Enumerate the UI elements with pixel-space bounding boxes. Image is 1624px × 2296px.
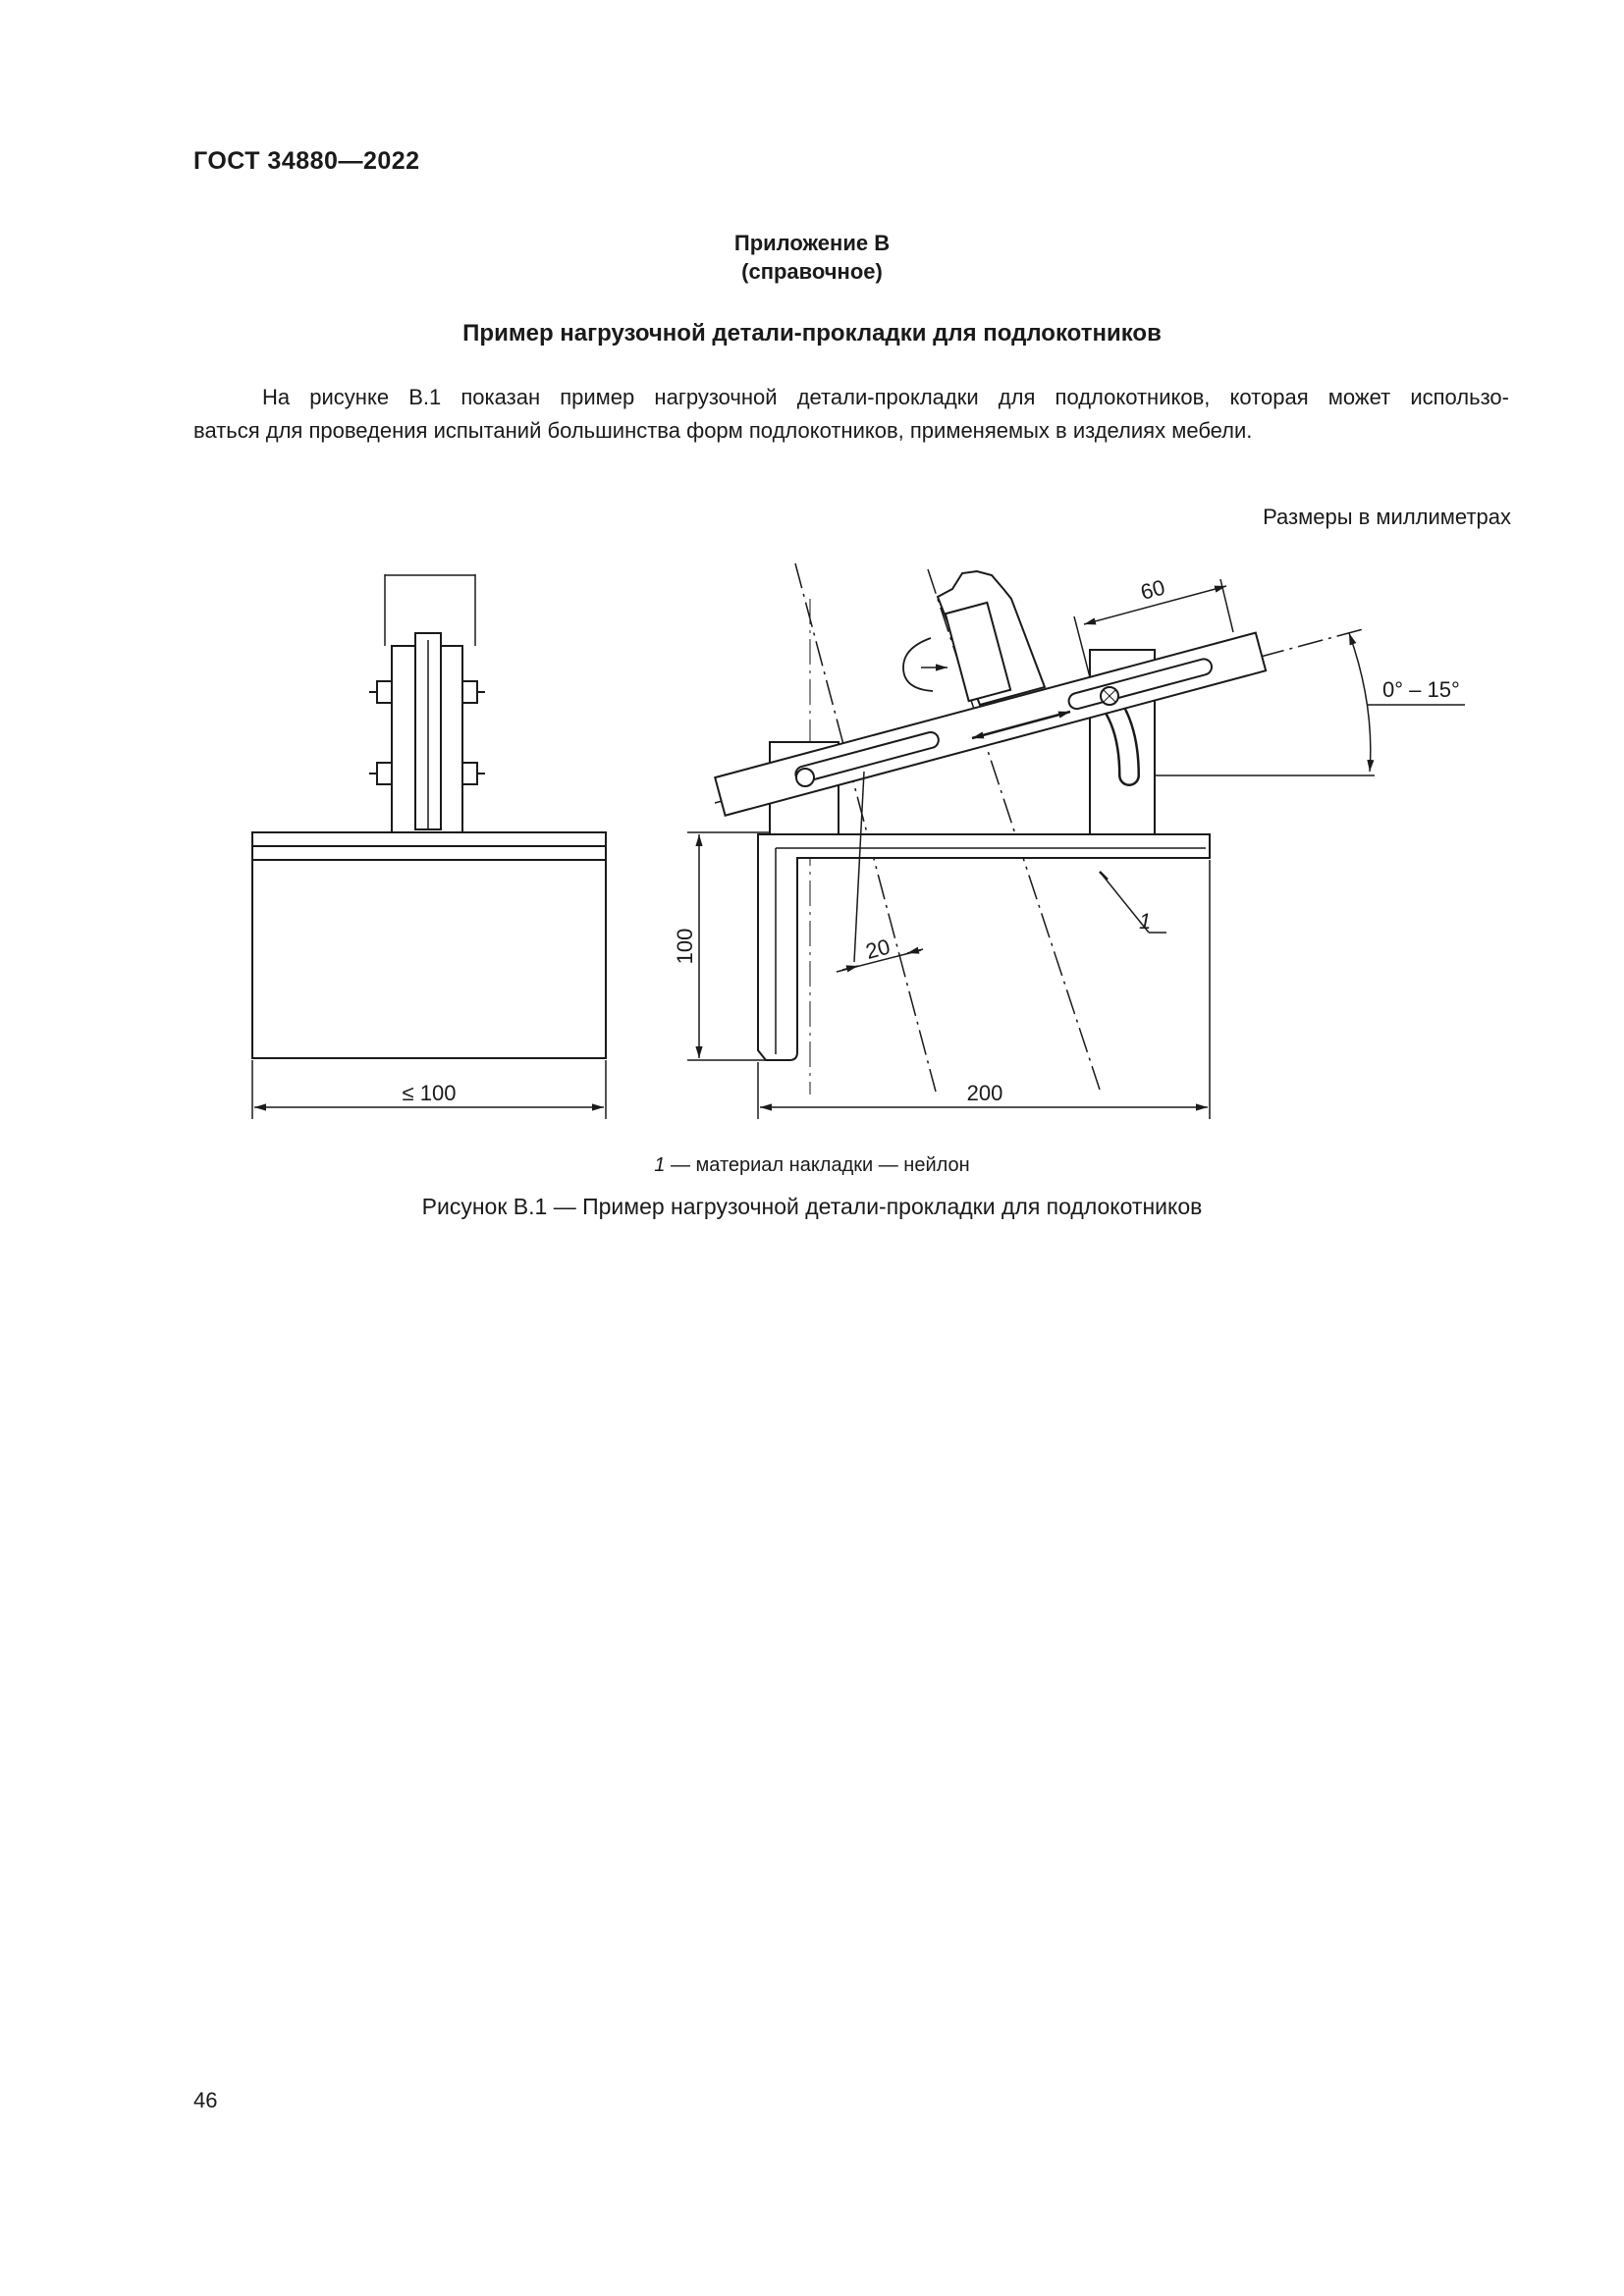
section-title: Пример нагрузочной детали-прокладки для подлокотников [462, 320, 1162, 347]
legend-number: 1 [654, 1154, 666, 1176]
figure-legend [0, 1154, 1624, 1177]
front-view [687, 563, 1465, 1119]
document-code: ГОСТ 34880—2022 [193, 147, 420, 175]
dim-height: 100 [673, 928, 697, 965]
figure-caption: Рисунок В.1 — Пример нагрузочной детали-прокладки для подлокотников [421, 1194, 1203, 1219]
appendix-subtitle: (справочное) [741, 259, 883, 284]
dim-offset: 20 [862, 934, 893, 964]
dim-angle: 0° – 15° [1382, 677, 1460, 702]
dim-length: 200 [966, 1081, 1003, 1105]
page-number: 46 [193, 2088, 218, 2112]
appendix-title: Приложение В [733, 231, 891, 255]
legend-text: — материал накладки — нейлон [665, 1154, 970, 1176]
paragraph-line-1: На рисунке В.1 показан пример нагрузочной детали-прокладки для подлокотников, которая может использо- [262, 385, 1509, 409]
dim-width-left: ≤ 100 [402, 1081, 457, 1105]
dimensions-note: Размеры в миллиметрах [1263, 505, 1511, 529]
dim-slot: 60 [1137, 574, 1168, 605]
callout-1: 1 [1139, 909, 1152, 934]
paragraph-line-2: ваться для проведения испытаний большинства форм подлокотников, применяемых в изделиях мебели. [193, 418, 1253, 443]
side-view [252, 574, 606, 1119]
